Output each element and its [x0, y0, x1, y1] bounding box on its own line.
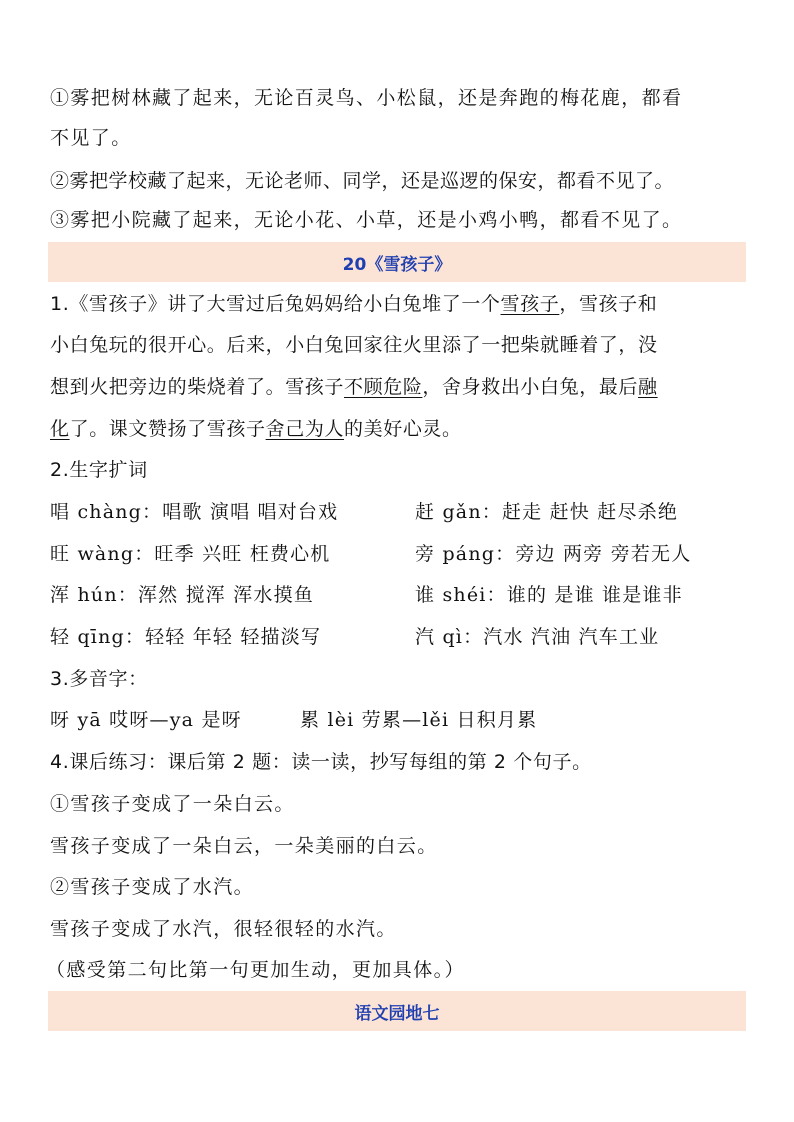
polyphonic-right: 累 lèi 劳累—lěi 日积月累	[300, 709, 538, 731]
underlined-term: 化	[50, 418, 70, 440]
summary-line-1	[50, 292, 750, 316]
exercise-line: 雪孩子变成了水汽，很轻很轻的水汽。	[50, 918, 397, 940]
summary-line-2: 小白兔玩的很开心。后来，小白兔回家往火里添了一把柴就睡着了，没	[50, 334, 658, 356]
sentence-1-line-2: 不见了。	[50, 127, 132, 149]
garden-7-banner	[48, 991, 746, 1031]
section-4-title: 4.课后练习：课后第 2 题：读一读，抄写每组的第 2 个句子。	[50, 751, 592, 773]
exercise-note: （感受第二句比第一句更加生动，更加具体。）	[46, 959, 465, 981]
summary-line-3	[50, 375, 750, 399]
exercise-line: ②雪孩子变成了水汽。	[50, 876, 255, 898]
summary-text: 的美好心灵。	[344, 418, 462, 440]
section-2-title: 2.生字扩词	[50, 459, 148, 481]
polyphonic-left: 呀 yā 哎呀—ya 是呀	[50, 709, 242, 731]
section-3-title: 3.多音字：	[50, 668, 148, 690]
sentence-3: ③雾把小院藏了起来，无论小花、小草，还是小鸡小鸭，都看不见了。	[50, 209, 683, 231]
summary-text: 1.《雪孩子》讲了大雪过后兔妈妈给小白兔堆了一个	[50, 293, 501, 315]
exercise-line: ①雪孩子变成了一朵白云。	[50, 793, 295, 815]
lesson-20-banner	[48, 242, 746, 282]
underlined-term: 雪孩子	[500, 293, 560, 315]
char-entry: 轻 qīng：轻轻 年轻 轻描淡写	[50, 626, 322, 648]
char-entry: 浑 hún：浑然 搅浑 浑水摸鱼	[50, 584, 315, 606]
sentence-2: ②雾把学校藏了起来，无论老师、同学，还是巡逻的保安，都看不见了。	[50, 170, 675, 192]
sentence-1-line-1: ①雾把树林藏了起来，无论百灵鸟、小松鼠，还是奔跑的梅花鹿，都看	[50, 87, 683, 109]
char-entry: 赶 gǎn：赶走 赶快 赶尽杀绝	[415, 501, 679, 523]
summary-text: ，雪孩子和	[559, 293, 658, 315]
garden-7-title: 语文园地七	[354, 1003, 440, 1024]
summary-text: ，舍身救出小白兔，最后	[422, 376, 639, 398]
char-entry: 旁 páng：旁边 两旁 旁若无人	[415, 543, 692, 565]
char-entry: 唱 chàng：唱歌 演唱 唱对台戏	[50, 501, 339, 523]
char-entry: 旺 wàng：旺季 兴旺 枉费心机	[50, 543, 331, 565]
summary-text: 了。课文赞扬了雪孩子	[69, 418, 266, 440]
summary-line-4	[50, 417, 750, 441]
summary-text: 想到火把旁边的柴烧着了。雪孩子	[50, 376, 345, 398]
underlined-term: 不顾危险	[344, 376, 423, 398]
char-entry: 汽 qì：汽水 汽油 汽车工业	[415, 626, 660, 648]
exercise-line: 雪孩子变成了一朵白云，一朵美丽的白云。	[50, 835, 438, 857]
underlined-term: 舍己为人	[265, 418, 345, 440]
char-entry: 谁 shéi：谁的 是谁 谁是谁非	[415, 584, 683, 606]
underlined-term: 融	[638, 376, 658, 398]
lesson-20-title: 20《雪孩子》	[342, 254, 452, 275]
